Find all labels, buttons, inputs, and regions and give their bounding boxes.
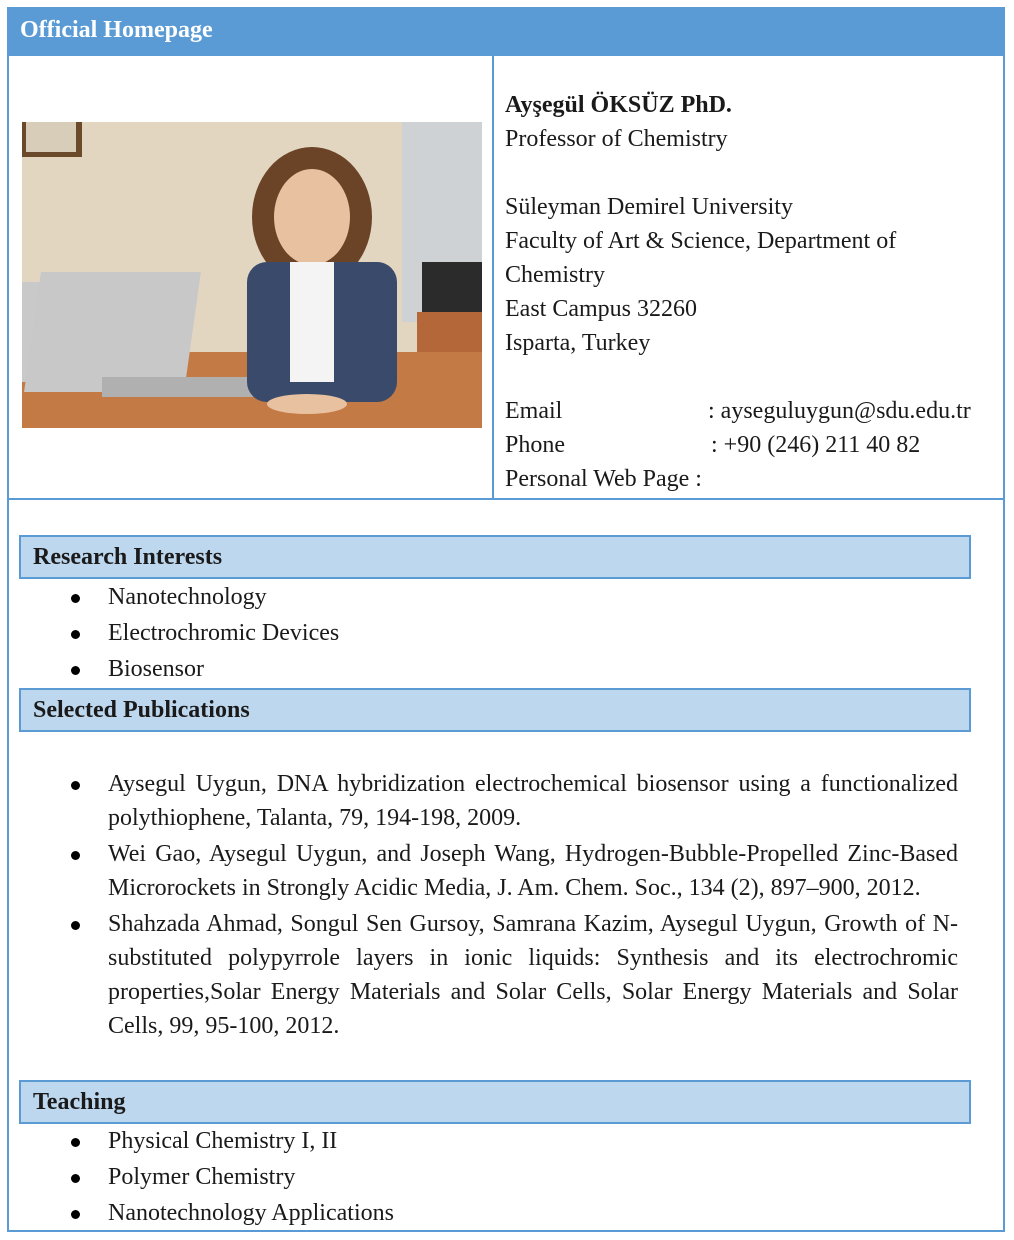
list-item: Electrochromic Devices (0, 615, 339, 651)
research-interests-list (0, 579, 339, 687)
web-page-label: Personal Web Page : (505, 466, 702, 492)
publications-title: Selected Publications (33, 697, 250, 723)
list-item: Wei Gao, Aysegul Uygun, and Joseph Wang, Hydrogen-Bubble-Propelled Zinc-Based Microrockets in Strongly Acidic Media, J. Am. Chem. Soc., 134 (2), 897–900, 2012. (0, 837, 958, 905)
research-interests-title: Research Interests (33, 544, 223, 570)
section-divider (7, 498, 1005, 500)
profile-photo (22, 122, 482, 428)
phone-value: : +90 (246) 211 40 82 (711, 432, 921, 458)
publications-list (0, 767, 958, 1045)
city: Isparta, Turkey (505, 330, 651, 356)
column-divider (492, 56, 494, 500)
faculty-line-1: Faculty of Art & Science, Department of (505, 228, 897, 254)
contact-block (505, 88, 1000, 496)
header-title: Official Homepage (20, 17, 213, 43)
research-interests-header (19, 535, 971, 579)
profile-name: Ayşegül ÖKSÜZ PhD. (505, 92, 732, 118)
list-item: Aysegul Uygun, DNA hybridization electrochemical biosensor using a functionalized polythiophene, Talanta, 79, 194-198, 2009. (0, 767, 958, 835)
email-row (505, 394, 1000, 428)
teaching-list (0, 1123, 394, 1231)
phone-label: Phone (505, 432, 565, 458)
faculty-line-2: Chemistry (505, 262, 605, 288)
teaching-header (19, 1080, 971, 1124)
teaching-title: Teaching (33, 1089, 126, 1115)
list-item: Physical Chemistry I, II (0, 1123, 394, 1159)
list-item: Polymer Chemistry (0, 1159, 394, 1195)
list-item: Nanotechnology Applications (0, 1195, 394, 1231)
profile-position: Professor of Chemistry (505, 126, 728, 152)
page-header (7, 7, 1005, 56)
list-item: Shahzada Ahmad, Songul Sen Gursoy, Samrana Kazim, Aysegul Uygun, Growth of N-substituted polypyrrole layers in ionic liquids: Synthesis and its electrochromic properties,Solar Energy Materials and Solar Cells, Solar Energy Materials and Solar Cells, 99, 95-100, 2012. (0, 907, 958, 1043)
email-value[interactable]: : ayseguluygun@sdu.edu.tr (708, 398, 971, 424)
list-item: Nanotechnology (0, 579, 339, 615)
publications-header (19, 688, 971, 732)
university: Süleyman Demirel University (505, 194, 793, 220)
phone-row (505, 428, 1000, 462)
email-label: Email (505, 398, 563, 424)
campus: East Campus 32260 (505, 296, 697, 322)
list-item: Biosensor (0, 651, 339, 687)
